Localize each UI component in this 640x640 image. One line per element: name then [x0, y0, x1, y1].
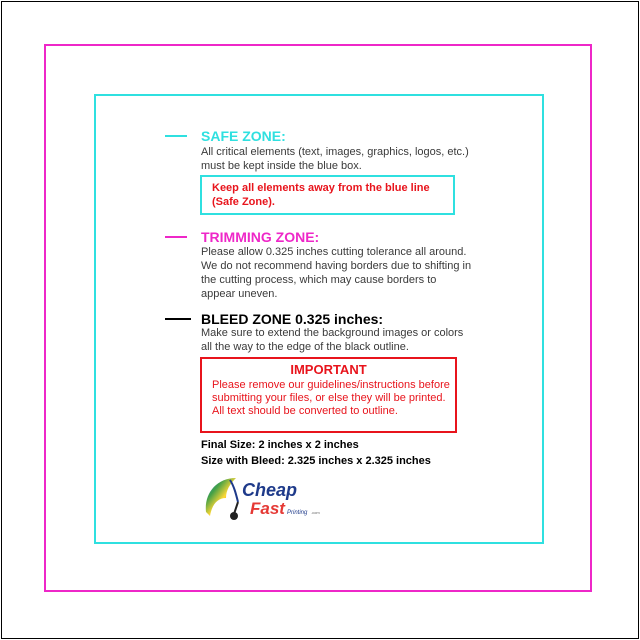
safe-zone-line: must be kept inside the blue box.	[201, 160, 362, 172]
gauge-dot	[230, 512, 238, 520]
logo-word-com: .com	[311, 510, 320, 515]
trimming-zone-text	[201, 245, 471, 301]
safe-note-text	[212, 181, 430, 209]
bleed-zone-text	[201, 326, 463, 354]
logo-word-printing: Printing	[287, 510, 308, 516]
important-line: submitting your files, or else they will be printed.	[212, 392, 446, 404]
trimming-zone-line: appear uneven.	[201, 288, 278, 300]
safe-note-line: (Safe Zone).	[212, 196, 275, 208]
important-line: All text should be converted to outline.	[212, 405, 398, 417]
safe-zone-heading: SAFE ZONE:	[201, 128, 286, 144]
trimming-zone-line: the cutting process, which may cause borders to	[201, 274, 437, 286]
cheap-fast-printing-logo	[200, 472, 340, 526]
important-title: IMPORTANT	[290, 362, 367, 377]
important-text	[212, 379, 450, 418]
size-with-bleed: Size with Bleed: 2.325 inches x 2.325 inches	[201, 455, 431, 467]
safe-legend-line	[165, 135, 187, 137]
bleed-zone-line: Make sure to extend the background images or colors	[201, 327, 464, 339]
final-size: Final Size: 2 inches x 2 inches	[201, 439, 359, 451]
important-box	[200, 357, 457, 433]
important-line: Please remove our guidelines/instructions before	[212, 379, 450, 391]
safe-note-line: Keep all elements away from the blue line	[212, 182, 430, 194]
bleed-zone-line: all the way to the edge of the black outline.	[201, 341, 409, 353]
safe-note-box	[200, 175, 455, 215]
trimming-zone-line: Please allow 0.325 inches cutting tolerance all around.	[201, 246, 467, 258]
safe-zone-line: All critical elements (text, images, graphics, logos, etc.)	[201, 146, 469, 158]
logo-word-cheap: Cheap	[242, 480, 298, 500]
bleed-legend-line	[165, 318, 191, 320]
trim-legend-line	[165, 236, 187, 238]
logo-word-fast: Fast	[250, 499, 285, 518]
trimming-zone-heading: TRIMMING ZONE:	[201, 229, 320, 245]
bleed-zone-heading: BLEED ZONE 0.325 inches:	[201, 311, 384, 327]
trimming-zone-line: We do not recommend having borders due to shifting in	[201, 260, 472, 272]
safe-zone-text	[201, 145, 469, 173]
